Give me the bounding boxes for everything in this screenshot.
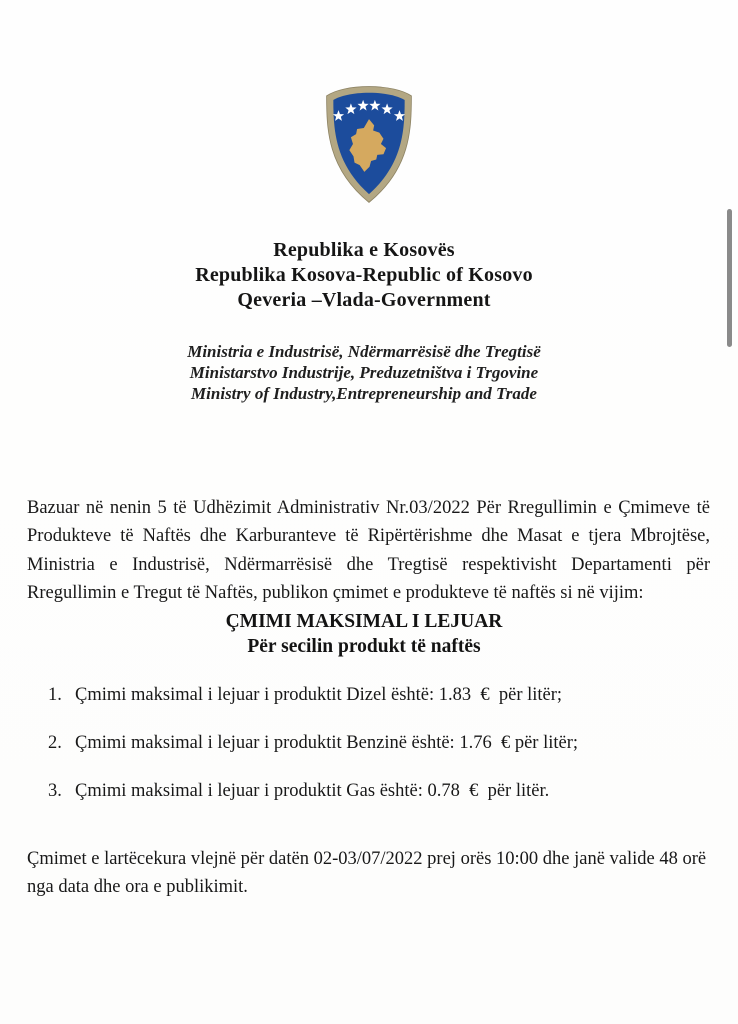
validity-paragraph: Çmimet e lartëcekura vlejnë për datën 02-03/07/2022 prej orës 10:00 dhe janë valide 48 orë nga data dhe ora e publikimit. [27, 848, 707, 897]
scrollbar-thumb[interactable] [727, 209, 732, 347]
item-number: 1. [48, 685, 62, 705]
item-number: 2. [48, 733, 62, 753]
price-list-item-dizel [48, 684, 712, 706]
state-header-line-3: Qeveria –Vlada-Government [237, 289, 491, 311]
item-text: Çmimi maksimal i lejuar i produktit Gas është: 0.78 € për litër. [75, 781, 550, 801]
state-header-line-1: Republika e Kosovës [273, 239, 455, 261]
document-heading-line-1: ÇMIMI MAKSIMAL I LEJUAR [225, 611, 503, 632]
document-heading [0, 609, 728, 659]
state-header [0, 238, 728, 313]
ministry-header [0, 341, 728, 404]
item-text: Çmimi maksimal i lejuar i produktit Dizel është: 1.83 € për litër; [75, 685, 563, 705]
ministry-header-line-1: Ministria e Industrisë, Ndërmarrësisë dhe Tregtisë [187, 342, 541, 361]
intro-paragraph: Bazuar në nenin 5 të Udhëzimit Administrativ Nr.03/2022 Për Rregullimin e Çmimeve të Produkteve të Naftës dhe Karburanteve të Ripërtërishme dhe Masat e tjera Mbrojtëse, Ministria e Industrisë, Ndërmarrësisë dhe Tregtisë respektivisht Departamenti për Rregullimin e Tregut të Naftës, publikon çmimet e produkteve të naftës si në vijim: [27, 497, 710, 603]
price-list-item-gas [48, 780, 712, 802]
ministry-header-line-2: Ministarstvo Industrije, Preduzetništva i Trgovine [189, 363, 539, 382]
kosovo-coat-of-arms-icon [317, 84, 421, 206]
price-list [48, 684, 712, 828]
scrollbar-track[interactable] [722, 0, 738, 1024]
state-header-line-2: Republika Kosova-Republic of Kosovo [195, 264, 533, 286]
item-text: Çmimi maksimal i lejuar i produktit Benzinë është: 1.76 € për litër; [75, 733, 578, 753]
document-heading-line-2: Për secilin produkt të naftës [247, 636, 481, 657]
item-number: 3. [48, 781, 62, 801]
ministry-header-line-3: Ministry of Industry,Entrepreneurship and Trade [191, 384, 537, 403]
price-list-item-benzine [48, 732, 712, 754]
